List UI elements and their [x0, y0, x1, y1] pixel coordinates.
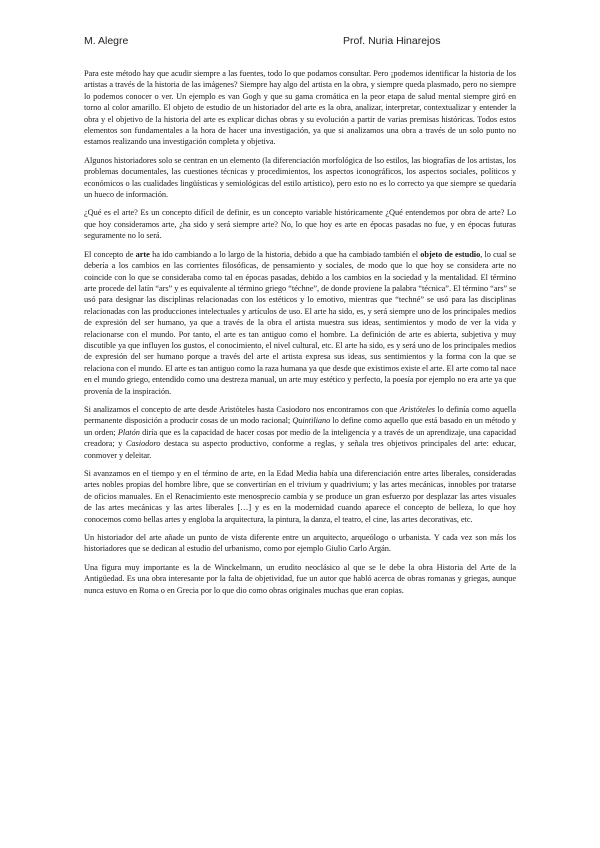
text-run: Una figura muy importante es la de Winckelmann, un erudito neoclásico al que se le debe la obra Historia del Arte de la Antigüedad. Es una obra interesante por la falta de objetividad, fue un autor que habló acerca de obras romanas y griegas, aunque nunca estuvo en Roma o en Grecia por lo que dio como obras originales muchas que eran copias.	[84, 562, 516, 595]
text-run: Algunos historiadores solo se centran en un elemento (la diferenciación morfológica de lso estilos, las biografías de los artistas, los problemas documentales, las cuestiones técnicas y procedimientos, los aspectos iconográficos, los aspectos sociales, políticos y económicos o las cualidades lingüísticas y semiológicas del estilo artístico), pero esto no es lo correcto ya que siempre se quedaría un hueco de información.	[84, 155, 516, 200]
paragraph-concept-of-art	[84, 249, 516, 397]
bold-term: arte	[135, 249, 150, 259]
text-run: Para este método hay que acudir siempre a las fuentes, todo lo que podamos consultar. Pero ¡podemos identificar la historia de los artistas a través de la historia de las imágenes? Siempre hay algo del artista en la obra, y siempre queda plasmado, pero no siempre lo podemos conocer o ver. Un ejemplo es van Gogh y que su gama cromática en la peor etapa de salud mental siempre giró en torno al color amarillo. El objeto de estudio de un historiador del arte es la obra, analizar, interpretar, contextualizar y entender la obra y el objetivo de la historia del arte es explicar dichas obras y su evolución a partir de varias premisas históricas. Todos estos elementos son fundamentales a la hora de hacer una investigación, ya que si analizamos una obra a través de un solo punto no estamos realizando una investigación completa y objetiva.	[84, 69, 516, 147]
text-run: lo define como aquello que está basado en un método y un orden;	[84, 416, 516, 437]
italic-name: Quintiliano	[292, 416, 331, 426]
paragraph-method	[84, 68, 516, 148]
paragraph-middle-ages	[84, 468, 516, 525]
text-run: , lo cual se debería a los cambios en las corrientes filosóficas, de pensamiento y sociales, de modo que lo que hoy se considera arte no coincide con lo que se consideraba como tal en épocas pasadas, debido a los cambios en la sociedad y la mentalidad. El término arte procede del latín “ars” y es equivalente al término griego “téchne”, de donde proviene la palabra “técnica”. El término “ars” se usó para designar las disciplinas relacionadas con los estéticos y lo emotivo, mientras que “techné” se usó para las disciplinas relacionadas con las producciones intelectuales y artículos de uso. El arte ha sido, es, y será siempre uno de los principales medios de expresión del ser humano, ya que a través de la obra el artista muestra sus ideas, sentimientos y modo de ver la vida y relacionarse con el mundo. Por tanto, el arte es tan antiguo como el hombre. La definición de arte es abierta, subjetiva y muy discutible ya que influyen los gustos, el conocimiento, el nivel cultural, etc. El arte ha sido, es y será uno de los principales medios de expresión del ser humano porque a través del arte el artista expresa sus ideas, sus sentimientos y la forma con la que se relaciona con el mundo. El arte es tan antiguo como la raza humana ya que desde que existimos existe el arte. El arte como tal nace en el mundo griego, entendido como una destreza manual, un arte muy estético y perfecto, la poesía por ejemplo no era arte ya que provenía de la inspiración.	[84, 249, 516, 396]
text-run: ¿Qué es el arte? Es un concepto difícil de definir, es un concepto variable históricamente ¿Qué entendemos por obra de arte? Lo que hoy consideramos arte, ¿ha sido y será siempre arte? No, lo que hoy es arte en épocas pasadas no fue, y en épocas futuras seguramente no lo será.	[84, 208, 516, 241]
text-run: diría que es la capacidad de hacer cosas por medio de la inteligencia y a través de un aprendizaje, una capacidad creadora; y	[84, 427, 516, 449]
paragraph-aristotle-casiodoro	[84, 404, 516, 461]
bold-term: objeto de estudio	[420, 249, 481, 259]
text-run: lo definía como aquella permanente disposición a producir cosas de un modo racional;	[84, 404, 516, 426]
text-run: El concepto de	[84, 249, 136, 259]
document-body	[84, 68, 516, 603]
italic-name: Aristóteles	[399, 404, 435, 414]
italic-name: Platón	[117, 427, 140, 437]
professor-name: Prof. Nuria Hinarejos	[343, 35, 441, 47]
paragraph-what-is-art	[84, 207, 516, 241]
text-run: Si analizamos el concepto de arte desde Aristóteles hasta Casiodoro nos encontramos con que	[84, 404, 400, 414]
text-run: destaca su aspecto productivo, conforme a reglas, y señala tres objetivos principales del arte: educar, conmover y deleitar.	[84, 439, 516, 460]
author-name: M. Alegre	[84, 35, 129, 47]
paragraph-winckelmann	[84, 562, 516, 596]
paragraph-historians	[84, 155, 516, 201]
italic-name: Casiodoro	[125, 439, 161, 449]
paragraph-art-historian	[84, 532, 516, 555]
text-run: Un historiador del arte añade un punto de vista diferente entre un arquitecto, arqueólogo o urbanista. Y cada vez son más los historiadores que se dedican al estudio del urbanismo, como por ejemplo Giulio Carlo Argán.	[84, 533, 516, 554]
text-run: Si avanzamos en el tiempo y en el término de arte, en la Edad Media había una diferenciación entre artes liberales, consideradas artes nobles propias del hombre libre, que se convertirían en el trivium y quadrivium; y las artes mecánicas, innobles por tratarse de oficios manuales. En el Renacimiento este menosprecio cambia y se produce un gran esfuerzo por desplazar las artes visuales de las artes mecánicas y las artes liberales […] y es en la modernidad cuando aparece el concepto de belleza, lo que hoy conocemos como bellas artes y engloba la arquitectura, la pintura, la danza, el teatro, el cine, las artes decorativas, etc.	[84, 469, 516, 524]
text-run: ha ido cambiando a lo largo de la historia, debido a que ha cambiado también el	[149, 249, 421, 259]
